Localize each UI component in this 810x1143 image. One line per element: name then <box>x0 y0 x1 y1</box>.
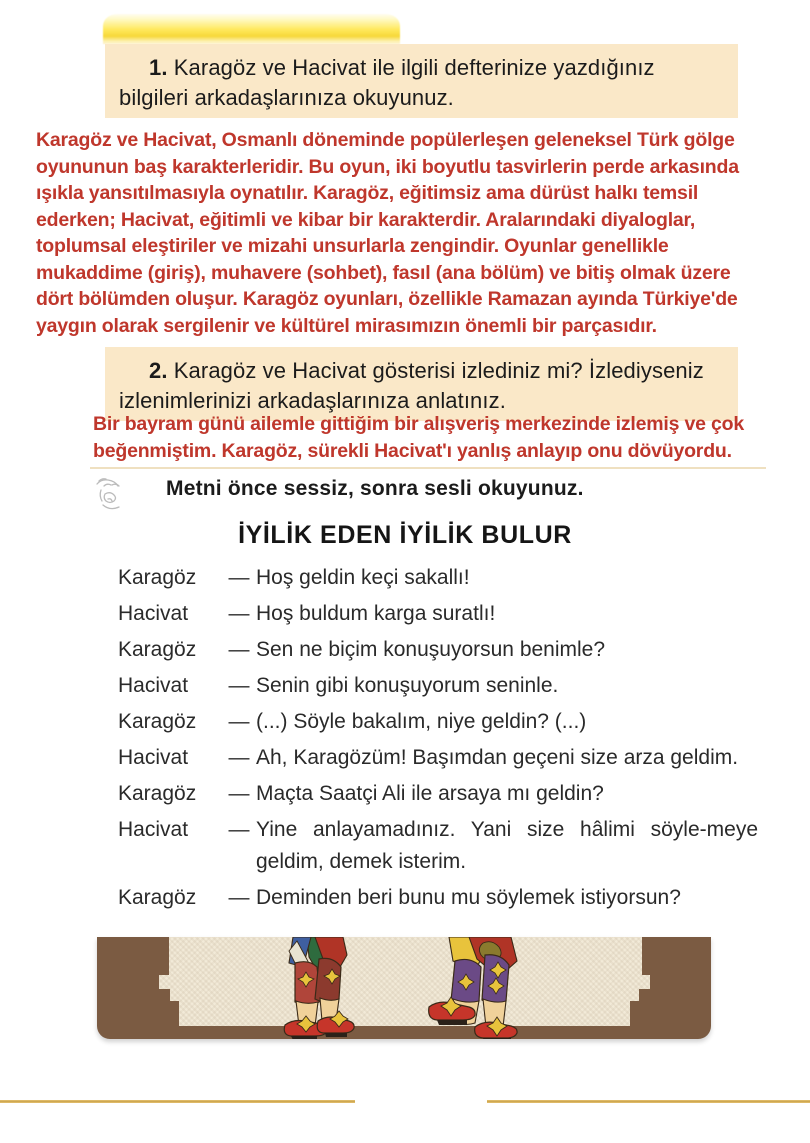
dialogue-list <box>118 562 758 918</box>
reading-face-icon <box>90 472 134 520</box>
dialogue-dash: — <box>228 818 250 841</box>
dialogue-line <box>118 814 758 877</box>
story-title: İYİLİK EDEN İYİLİK BULUR <box>238 521 572 549</box>
dialogue-line <box>118 634 758 666</box>
question-2-number: 2. <box>149 358 168 383</box>
dialogue-speech: (...) Söyle bakalım, niye geldin? (...) <box>256 710 587 733</box>
dialogue-speech: Maçta Saatçi Ali ile arsaya mı geldin? <box>256 782 604 805</box>
dialogue-speech: Hoş buldum karga suratlı! <box>256 602 496 625</box>
dialogue-dash: — <box>228 602 250 625</box>
footer-rule-left <box>0 1100 355 1103</box>
puppet-left <box>284 937 354 1039</box>
dialogue-speaker: Karagöz <box>118 566 197 589</box>
dialogue-speaker: Hacivat <box>118 746 189 769</box>
question-2-body: Karagöz ve Hacivat gösterisi izlediniz mi? İzlediyseniz izlenimlerinizi arkadaşlarınıza anlatınız. <box>119 358 704 413</box>
dialogue-line <box>118 598 758 630</box>
dialogue-speaker: Hacivat <box>118 674 189 697</box>
question-1-number: 1. <box>149 55 168 80</box>
question-box-1 <box>105 44 738 118</box>
dialogue-dash: — <box>228 885 250 909</box>
dialogue-line <box>118 670 758 702</box>
dialogue-line <box>118 562 758 594</box>
dialogue-speaker: Karagöz <box>118 638 197 661</box>
question-2-text <box>119 356 724 416</box>
dialogue-dash: — <box>228 782 250 805</box>
yellow-ribbon-tab <box>103 14 400 44</box>
dialogue-dash: — <box>228 566 250 589</box>
dialogue-speech: Yine anlayamadınız. Yani size hâlimi söyle-meye geldim, demek isterim. <box>256 818 758 873</box>
student-answer-1: Karagöz ve Hacivat, Osmanlı döneminde popülerleşen geleneksel Türk gölge oyununun baş karakterleridir. Bu oyun, iki boyutlu tasvirlerin perde arkasında ışıkla yansıtılmasıyla oynatılır. Karagöz, eğitimsiz ama dürüst halkı temsil ederken; Hacivat, eğitimli ve kibar bir karakterdir. Aralarındaki diyaloglar, toplumsal eleştiriler ve mizahi unsurlarla zengindir. Oyunlar genellikle mukaddime (giriş), muhavere (sohbet), fasıl (ana bölüm) ve bitiş olmak üzere dört bölümden oluşur. Karagöz oyunları, özellikle Ramazan ayında Türkiye'de yaygın olarak sergilenir ve kültürel mirasımızın önemli bir parçasıdır. <box>36 129 739 337</box>
question-box-2 <box>105 347 738 421</box>
dialogue-dash: — <box>228 710 250 733</box>
dialogue-speech: Senin gibi konuşuyorum seninle. <box>256 674 559 697</box>
dialogue-speech: Ah, Karagözüm! Başımdan geçeni size arza geldim. <box>256 746 739 769</box>
shadow-puppet-illustration <box>97 937 711 1039</box>
question-1-text <box>119 53 724 113</box>
dialogue-dash: — <box>228 674 250 697</box>
dialogue-line <box>118 742 758 774</box>
dialogue-line <box>118 706 758 738</box>
dialogue-speaker: Karagöz <box>118 710 197 733</box>
dialogue-dash: — <box>228 638 250 661</box>
dialogue-line <box>118 778 758 810</box>
dialogue-speaker: Karagöz <box>118 885 197 909</box>
dialogue-line <box>118 882 758 914</box>
dialogue-speech: Hoş geldin keçi sakallı! <box>256 566 470 589</box>
dialogue-speech: Deminden beri bunu mu söylemek istiyorsun? <box>256 885 681 909</box>
puppet-right <box>429 937 517 1039</box>
dialogue-speech: Sen ne biçim konuşuyorsun benimle? <box>256 638 606 661</box>
dialogue-speaker: Hacivat <box>118 602 189 625</box>
student-answer-2: Bir bayram günü ailemle gittiğim bir alışveriş merkezinde izlemiş ve çok beğenmiştim. Karagöz, sürekli Hacivat'ı yanlış anlayıp onu dövüyordu. <box>93 413 745 462</box>
section-divider <box>90 467 766 469</box>
question-1-body: Karagöz ve Hacivat ile ilgili defterinize yazdığınız bilgileri arkadaşlarınıza okuyunuz. <box>119 55 655 110</box>
dialogue-speaker: Hacivat <box>118 818 189 841</box>
reading-instruction: Metni önce sessiz, sonra sesli okuyunuz. <box>166 477 584 500</box>
puppet-figures <box>97 937 711 1039</box>
dialogue-speaker: Karagöz <box>118 782 197 805</box>
footer-rule-right <box>487 1100 810 1103</box>
dialogue-dash: — <box>228 746 250 769</box>
